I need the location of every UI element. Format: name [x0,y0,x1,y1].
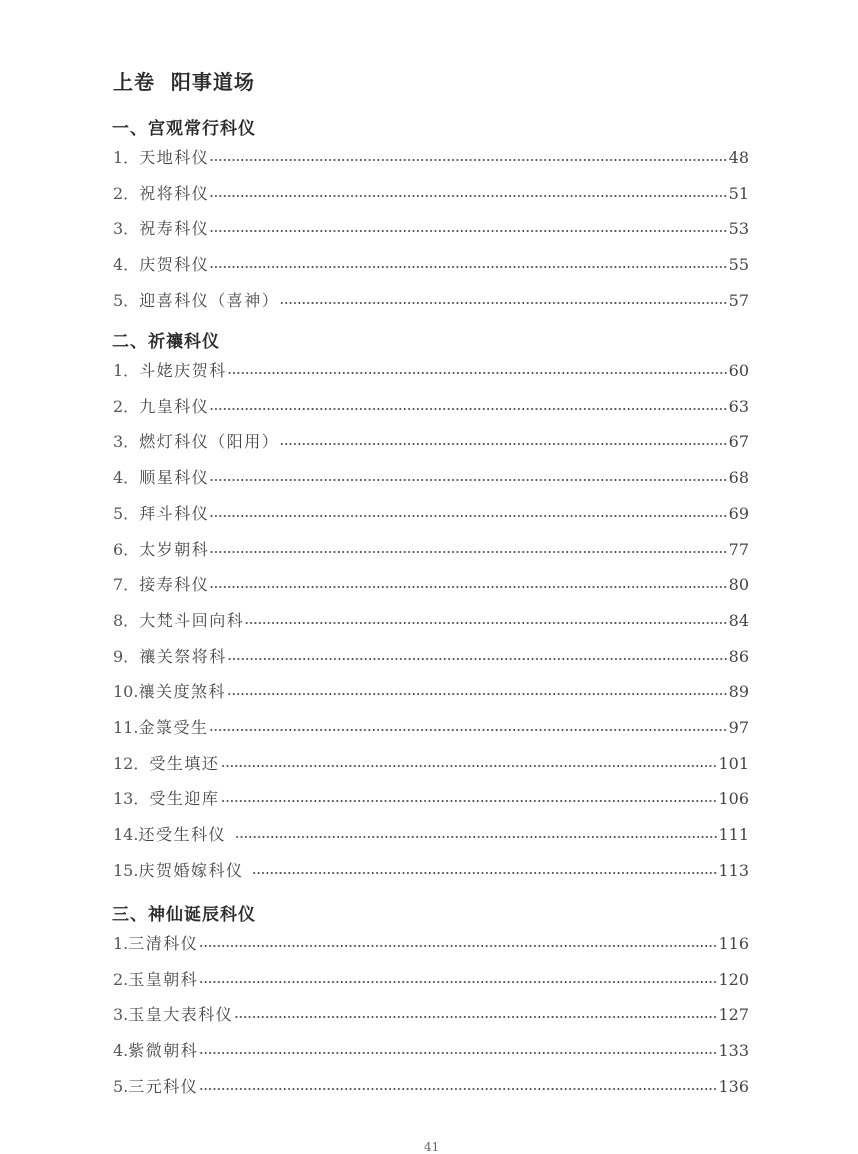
entry-title: 迎喜科仪（喜神） [139,290,280,310]
entry-page-number: 60 [728,361,749,380]
dot-leader [220,764,717,768]
toc-entry[interactable] [113,967,749,991]
entry-number: 9． [113,646,140,666]
toc-entry[interactable] [113,822,749,846]
dot-leader [199,1087,717,1091]
entry-page-number: 116 [718,934,749,953]
dot-leader [234,835,718,839]
dot-leader [210,514,727,518]
volume-title: 上卷 阳事道场 [113,70,255,94]
entry-title: 受生迎库 [149,789,220,809]
entry-number: 1． [113,148,140,167]
dot-leader [228,371,728,375]
entry-page-number: 86 [728,646,749,666]
entry-title: 九皇科仪 [139,396,210,416]
entry-title: 三元科仪 [128,1076,199,1096]
entry-title: 庆贺婚嫁科仪 [138,860,251,880]
entry-number: 2. [113,969,129,989]
entry-number: 4. [113,1041,129,1061]
dot-leader [210,265,727,269]
entry-number: 6． [113,539,140,559]
toc-entry[interactable] [113,181,749,205]
entry-number: 15. [113,860,139,880]
entry-page-number: 55 [728,255,749,275]
toc-entry[interactable] [113,358,749,382]
entry-number: 10. [113,682,139,702]
toc-entry[interactable] [113,145,749,169]
toc-entry[interactable] [113,608,749,632]
entry-title: 燃灯科仪（阳用） [139,432,280,452]
toc-entry[interactable] [113,715,749,739]
toc-entry[interactable] [113,931,749,955]
entry-page-number: 80 [728,575,749,595]
entry-title: 天地科仪 [139,148,210,167]
toc-entry[interactable] [113,644,749,668]
entry-page-number: 127 [718,1005,749,1025]
entry-number: 3． [113,219,140,239]
toc-entry[interactable] [113,1002,749,1026]
entry-number: 1． [113,361,140,380]
entry-page-number: 97 [728,718,749,737]
entry-title: 三清科仪 [128,934,199,953]
entry-page-number: 53 [728,219,749,239]
entry-title: 玉皇朝科 [128,969,199,989]
dot-leader [210,585,727,589]
entry-page-number: 48 [728,148,749,167]
entry-number: 2． [113,396,140,416]
dot-leader [209,728,727,732]
entry-title: 顺星科仪 [139,468,210,488]
entry-page-number: 120 [718,969,749,989]
entry-page-number: 57 [728,290,749,310]
toc-entry[interactable] [113,1074,749,1098]
entry-title: 还受生科仪 [138,825,233,845]
entry-title: 太岁朝科 [139,539,210,559]
toc-entry[interactable] [113,429,749,453]
toc-entry[interactable] [113,786,749,810]
toc-entry[interactable] [113,465,749,489]
toc-entry[interactable] [113,216,749,240]
entry-title: 接寿科仪 [139,575,210,595]
entry-page-number: 84 [728,610,749,630]
entry-page-number: 68 [728,468,749,488]
entry-number: 5． [113,503,140,523]
entry-number: 8． [113,610,140,630]
toc-entry[interactable] [113,537,749,561]
entry-title: 禳关度煞科 [138,682,226,702]
entry-number: 12． [113,753,150,773]
dot-leader [280,301,727,305]
dot-leader [227,692,728,696]
dot-leader [210,550,727,554]
toc-entry[interactable] [113,751,749,775]
entry-number: 5. [113,1076,129,1096]
dot-leader [210,229,727,233]
toc-entry[interactable] [113,858,749,882]
entry-page-number: 63 [728,396,749,416]
entry-page-number: 89 [728,682,749,702]
dot-leader [199,980,717,984]
toc-entry[interactable] [113,501,749,525]
dot-leader [210,194,727,198]
entry-title: 祝将科仪 [139,183,210,203]
entry-page-number: 113 [718,860,749,880]
dot-leader [234,1015,717,1019]
entry-title: 禳关祭将科 [139,646,227,666]
entry-title: 斗姥庆贺科 [139,361,227,380]
entry-number: 4． [113,468,140,488]
section-heading: 三、神仙诞辰科仪 [112,905,256,925]
toc-entry[interactable] [113,572,749,596]
entry-title: 受生填还 [149,753,220,773]
dot-leader [280,442,727,446]
entry-title: 玉皇大表科仪 [128,1005,234,1025]
entry-title: 庆贺科仪 [139,255,210,275]
dot-leader [210,478,727,482]
entry-page-number: 106 [718,789,749,809]
dot-leader [210,158,727,162]
dot-leader [199,944,717,948]
entry-page-number: 101 [718,753,749,773]
dot-leader [228,657,728,661]
dot-leader [210,407,727,411]
toc-entry[interactable] [113,1038,749,1062]
toc-entry[interactable] [113,288,749,312]
toc-entry[interactable] [113,394,749,418]
entry-page-number: 133 [718,1041,749,1061]
entry-number: 7． [113,575,140,595]
entry-number: 11. [113,718,139,737]
entry-number: 5． [113,290,140,310]
page-number: 41 [424,1140,440,1154]
section-heading: 二、祈禳科仪 [112,332,220,352]
entry-title: 大梵斗回向科 [139,610,245,630]
section-heading: 一、宫观常行科仪 [112,119,256,139]
entry-number: 3． [113,432,140,452]
dot-leader [251,871,717,875]
entry-page-number: 111 [718,825,749,845]
entry-title: 拜斗科仪 [139,503,210,523]
entry-number: 14. [113,825,139,845]
entry-page-number: 136 [718,1076,749,1096]
entry-number: 13． [113,789,150,809]
entry-title: 金箓受生 [138,718,209,737]
entry-title: 祝寿科仪 [139,219,210,239]
toc-entry[interactable] [113,252,749,276]
entry-number: 3. [113,1005,129,1025]
entry-number: 4． [113,255,140,275]
entry-number: 2． [113,183,140,203]
entry-page-number: 67 [728,432,749,452]
entry-page-number: 69 [728,503,749,523]
dot-leader [199,1051,717,1055]
entry-page-number: 51 [728,183,749,203]
toc-entry[interactable] [113,679,749,703]
dot-leader [245,621,727,625]
dot-leader [220,799,717,803]
entry-title: 紫微朝科 [128,1041,199,1061]
entry-page-number: 77 [728,539,749,559]
entry-number: 1. [113,934,129,953]
